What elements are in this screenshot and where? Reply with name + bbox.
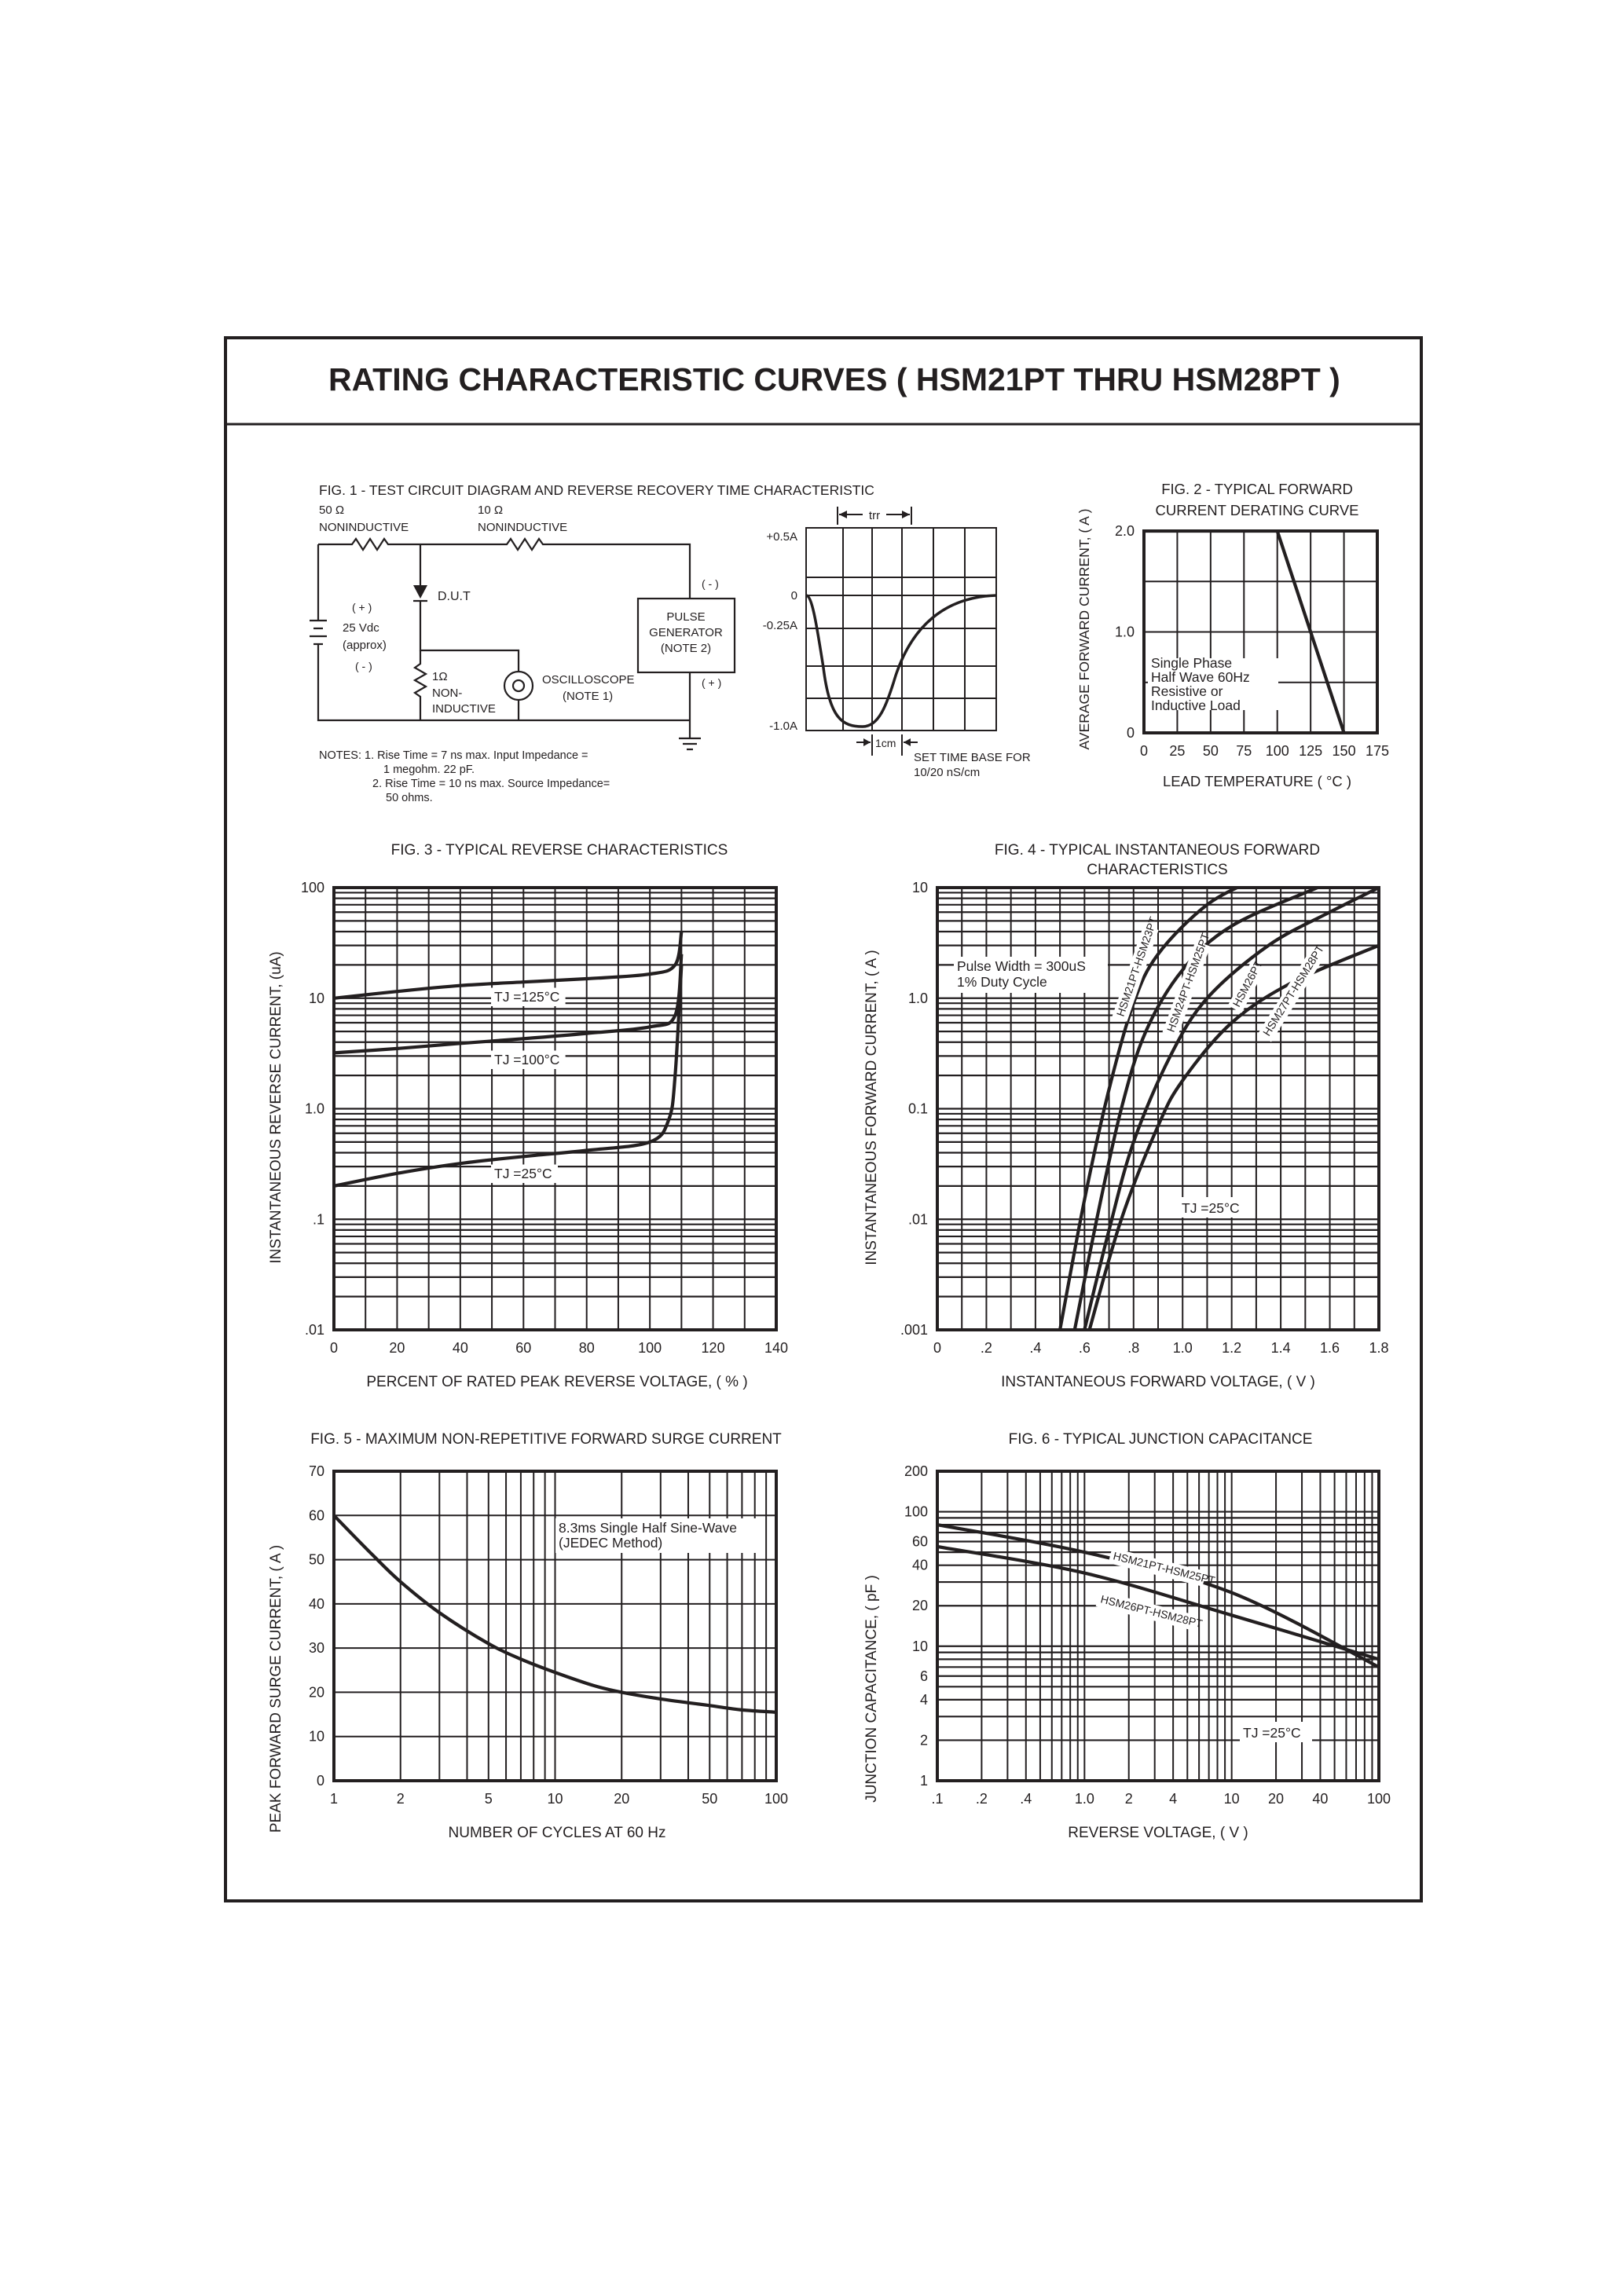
fig6-y-tick-label: 4 bbox=[919, 1691, 928, 1708]
fig3-xlabel: PERCENT OF RATED PEAK REVERSE VOLTAGE, ( % ) bbox=[366, 1374, 748, 1390]
fig4-series bbox=[1060, 879, 1379, 1330]
fig6-x-tick-label: 10 bbox=[1223, 1791, 1240, 1807]
fig5-x-tick-label: 5 bbox=[484, 1791, 493, 1807]
fig1 bbox=[310, 482, 1031, 804]
fig3-x-tick-label: 100 bbox=[638, 1340, 662, 1356]
supply-voltage: 25 Vdc bbox=[343, 621, 379, 635]
r1-value: 1Ω bbox=[432, 670, 448, 683]
fig4-xlabel: INSTANTANEOUS FORWARD VOLTAGE, ( V ) bbox=[1001, 1374, 1315, 1390]
fig5-chart bbox=[268, 1431, 788, 1841]
dut-diode-icon bbox=[413, 585, 427, 599]
fig5-x-tick-label: 20 bbox=[614, 1791, 630, 1807]
fig5-x-tick-label: 1 bbox=[329, 1791, 339, 1807]
one-cm-label: 1cm bbox=[875, 737, 896, 749]
fig3-series-label: TJ =125°C bbox=[494, 989, 560, 1005]
fig3-series-label: TJ =25°C bbox=[494, 1166, 552, 1181]
fig3-x-tick-label: 0 bbox=[329, 1340, 339, 1356]
fig3-x-tick-label: 40 bbox=[452, 1340, 468, 1356]
fig3-grid bbox=[334, 888, 776, 1330]
fig4-x-tick-label: 1.6 bbox=[1320, 1340, 1340, 1356]
fig6-x-tick-label: 20 bbox=[1268, 1791, 1285, 1807]
fig5-ylabel: PEAK FORWARD SURGE CURRENT, ( A ) bbox=[268, 1544, 284, 1833]
fig4-x-tick-label: .2 bbox=[980, 1340, 992, 1356]
fig4-series-label: HSM21PT-HSM23PT bbox=[1113, 914, 1160, 1018]
fig2-annotation-3: Resistive or bbox=[1151, 683, 1223, 699]
fig1-note-2: 1 megohm. 22 pF. bbox=[383, 764, 475, 776]
fig6-y-tick-label: 10 bbox=[911, 1638, 928, 1654]
fig6-x-tick-label: .1 bbox=[931, 1791, 944, 1807]
fig4-x-tick-label: .8 bbox=[1127, 1340, 1140, 1356]
fig6-y-tick-label: 40 bbox=[911, 1557, 928, 1573]
fig5-y-tick-label: 0 bbox=[316, 1773, 324, 1789]
fig4-chart bbox=[863, 842, 1389, 1390]
fig2-annotation-4: Inductive Load bbox=[1151, 698, 1241, 713]
fig5-y-tick-label: 40 bbox=[308, 1595, 324, 1612]
fig3-x-tick-label: 60 bbox=[515, 1340, 532, 1356]
fig5-grid bbox=[334, 1471, 776, 1781]
dut-label: D.U.T bbox=[438, 590, 471, 603]
fig2-chart bbox=[1076, 481, 1389, 789]
fig5-y-tick-label: 50 bbox=[308, 1551, 324, 1568]
supply-approx: (approx) bbox=[343, 639, 387, 652]
fig3-x-tick-label: 80 bbox=[578, 1340, 595, 1356]
fig4-annotation-1: Pulse Width = 300uS bbox=[957, 958, 1086, 974]
rr-waveform bbox=[763, 507, 1031, 779]
fig4-series-label: HSM26PT bbox=[1230, 958, 1265, 1009]
pulse-plus: ( + ) bbox=[702, 676, 722, 689]
fig6-y-tick-label: 60 bbox=[911, 1533, 928, 1550]
fig6-y-tick-label: 200 bbox=[904, 1463, 928, 1479]
page-title: RATING CHARACTERISTIC CURVES ( HSM21PT THRU HSM28PT ) bbox=[328, 361, 1340, 397]
fig2-x-tick-label: 25 bbox=[1169, 743, 1186, 759]
fig5-y-tick-label: 30 bbox=[308, 1640, 324, 1657]
fig5-x-tick-label: 10 bbox=[547, 1791, 563, 1807]
rr-label-minus025: -0.25A bbox=[762, 619, 797, 632]
timebase-label-1: SET TIME BASE FOR bbox=[914, 751, 1031, 764]
fig5-y-tick-label: 20 bbox=[308, 1684, 324, 1701]
rr-label-plus05: +0.5A bbox=[766, 530, 797, 544]
rr-label-zero: 0 bbox=[790, 589, 797, 602]
fig4-y-tick-label: 0.1 bbox=[907, 1100, 928, 1117]
fig5-x-tick-label: 100 bbox=[764, 1791, 789, 1807]
r1-label-1: NON- bbox=[432, 687, 463, 700]
fig6-xlabel: REVERSE VOLTAGE, ( V ) bbox=[1068, 1825, 1248, 1841]
fig3-y-tick-label: 100 bbox=[300, 880, 324, 895]
trr-label: trr bbox=[868, 509, 881, 522]
fig2-y-tick-label: 2.0 bbox=[1114, 523, 1135, 539]
fig6-series-label: HSM26PT-HSM28PT bbox=[1099, 1592, 1204, 1631]
fig5-y-tick-label: 70 bbox=[308, 1463, 324, 1479]
supply-plus: ( + ) bbox=[352, 601, 372, 613]
fig4-x-tick-label: 0 bbox=[933, 1340, 942, 1356]
fig3-y-tick-label: 10 bbox=[308, 990, 324, 1006]
fig4-y-tick-label: 10 bbox=[911, 880, 928, 895]
fig2-ylabel: AVERAGE FORWARD CURRENT, ( A ) bbox=[1076, 508, 1092, 750]
fig6-x-tick-label: .2 bbox=[975, 1791, 988, 1807]
fig4-x-tick-label: 1.0 bbox=[1172, 1340, 1193, 1356]
fig4-x-tick-label: 1.2 bbox=[1222, 1340, 1242, 1356]
fig5-xlabel: NUMBER OF CYCLES AT 60 Hz bbox=[448, 1825, 666, 1841]
fig3-y-tick-label: .1 bbox=[312, 1211, 324, 1228]
fig3-y-tick-label: .01 bbox=[304, 1322, 324, 1338]
fig2-annotation-2: Half Wave 60Hz bbox=[1151, 669, 1250, 685]
fig4-y-tick-label: 1.0 bbox=[907, 990, 928, 1006]
fig6-grid bbox=[937, 1471, 1379, 1781]
rr-label-minus1: -1.0A bbox=[769, 720, 797, 733]
fig3-y-tick-label: 1.0 bbox=[304, 1100, 324, 1117]
pulse-label-3: (NOTE 2) bbox=[660, 642, 712, 655]
fig6-condition: TJ =25°C bbox=[1243, 1725, 1301, 1741]
fig4-y-tick-label: .001 bbox=[900, 1322, 928, 1338]
fig2-annotation-1: Single Phase bbox=[1151, 655, 1233, 671]
pulse-label-1: PULSE bbox=[666, 610, 706, 624]
fig4-x-tick-label: .4 bbox=[1029, 1340, 1042, 1356]
pulse-label-2: GENERATOR bbox=[649, 626, 723, 639]
fig3-x-tick-label: 140 bbox=[764, 1340, 789, 1356]
fig5-x-tick-label: 50 bbox=[702, 1791, 718, 1807]
fig1-note-3: 2. Rise Time = 10 ns max. Source Impedance= bbox=[372, 778, 610, 790]
fig4-condition: TJ =25°C bbox=[1182, 1200, 1240, 1216]
r1-label-2: INDUCTIVE bbox=[432, 702, 496, 716]
supply-minus: ( - ) bbox=[355, 660, 372, 672]
r50-label: NONINDUCTIVE bbox=[319, 521, 409, 534]
fig3-series-label: TJ =100°C bbox=[494, 1052, 560, 1067]
fig6-y-tick-label: 1 bbox=[919, 1773, 928, 1789]
fig2-x-tick-label: 175 bbox=[1365, 743, 1390, 759]
fig2-title-1: FIG. 2 - TYPICAL FORWARD bbox=[1161, 481, 1353, 497]
fig3-chart bbox=[268, 842, 788, 1390]
fig2-x-tick-label: 125 bbox=[1299, 743, 1323, 759]
fig5-annotation-2: (JEDEC Method) bbox=[559, 1535, 663, 1551]
fig6-x-tick-label: 100 bbox=[1366, 1791, 1391, 1807]
fig5-y-tick-label: 10 bbox=[308, 1728, 324, 1745]
fig5-y-tick-label: 60 bbox=[308, 1507, 324, 1524]
fig6-x-tick-label: .4 bbox=[1020, 1791, 1032, 1807]
r10-label: NONINDUCTIVE bbox=[478, 521, 568, 534]
fig1-note-4: 50 ohms. bbox=[386, 792, 433, 804]
fig4-annotation-2: 1% Duty Cycle bbox=[957, 974, 1047, 990]
fig6-chart bbox=[863, 1431, 1391, 1841]
r10-value: 10 Ω bbox=[478, 504, 504, 517]
fig6-x-tick-label: 4 bbox=[1169, 1791, 1178, 1807]
fig6-title: FIG. 6 - TYPICAL JUNCTION CAPACITANCE bbox=[1008, 1431, 1313, 1448]
fig4-title-2: CHARACTERISTICS bbox=[1087, 862, 1228, 878]
fig2-xlabel: LEAD TEMPERATURE ( °C ) bbox=[1162, 773, 1352, 789]
fig4-ylabel: INSTANTANEOUS FORWARD CURRENT, ( A ) bbox=[863, 950, 880, 1265]
fig6-x-tick-label: 40 bbox=[1312, 1791, 1329, 1807]
r50-value: 50 Ω bbox=[319, 504, 345, 517]
fig4-y-tick-label: .01 bbox=[907, 1211, 928, 1228]
oscilloscope-note: (NOTE 1) bbox=[563, 690, 614, 703]
fig2-x-tick-label: 75 bbox=[1236, 743, 1252, 759]
fig2-x-tick-label: 50 bbox=[1202, 743, 1219, 759]
fig6-x-tick-label: 1.0 bbox=[1074, 1791, 1094, 1807]
fig3-ylabel: INSTANTANEOUS REVERSE CURRENT, (uA) bbox=[268, 951, 284, 1264]
fig4-title-1: FIG. 4 - TYPICAL INSTANTANEOUS FORWARD bbox=[994, 842, 1321, 859]
fig4-x-tick-label: 1.4 bbox=[1270, 1340, 1291, 1356]
fig6-x-tick-label: 2 bbox=[1124, 1791, 1133, 1807]
fig4-x-tick-label: .6 bbox=[1078, 1340, 1091, 1356]
fig1-note-1: NOTES: 1. Rise Time = 7 ns max. Input Impedance = bbox=[319, 749, 588, 762]
pulse-minus: ( - ) bbox=[702, 577, 719, 590]
fig3-x-tick-label: 120 bbox=[701, 1340, 725, 1356]
fig2-x-tick-label: 0 bbox=[1139, 743, 1149, 759]
fig1-title: FIG. 1 - TEST CIRCUIT DIAGRAM AND REVERSE RECOVERY TIME CHARACTERISTIC bbox=[319, 482, 874, 498]
oscilloscope-label: OSCILLOSCOPE bbox=[542, 673, 635, 687]
fig6-ylabel: JUNCTION CAPACITANCE, ( pF ) bbox=[863, 1575, 880, 1803]
timebase-label-2: 10/20 nS/cm bbox=[914, 766, 981, 779]
fig2-y-tick-label: 0 bbox=[1126, 725, 1135, 741]
fig6-y-tick-label: 2 bbox=[919, 1732, 928, 1749]
fig4-series-label: HSM24PT-HSM25PT bbox=[1164, 931, 1212, 1034]
fig3-title: FIG. 3 - TYPICAL REVERSE CHARACTERISTICS bbox=[390, 842, 728, 859]
fig2-title-2: CURRENT DERATING CURVE bbox=[1155, 502, 1359, 518]
fig4-series-label: HSM27PT-HSM28PT bbox=[1259, 943, 1327, 1038]
fig3-x-tick-label: 20 bbox=[389, 1340, 405, 1356]
fig5-title: FIG. 5 - MAXIMUM NON-REPETITIVE FORWARD SURGE CURRENT bbox=[310, 1431, 782, 1448]
fig5-annotation-1: 8.3ms Single Half Sine-Wave bbox=[559, 1520, 737, 1536]
rr-waveform-grid bbox=[806, 528, 996, 731]
fig4-x-tick-label: 1.8 bbox=[1369, 1340, 1389, 1356]
fig2-x-tick-label: 100 bbox=[1265, 743, 1289, 759]
fig2-x-tick-label: 150 bbox=[1332, 743, 1356, 759]
fig6-y-tick-label: 100 bbox=[904, 1503, 928, 1520]
fig2-y-tick-label: 1.0 bbox=[1114, 624, 1135, 640]
fig5-x-tick-label: 2 bbox=[396, 1791, 405, 1807]
fig6-y-tick-label: 6 bbox=[919, 1668, 928, 1684]
fig6-series-label: HSM21PT-HSM25PT bbox=[1112, 1549, 1217, 1587]
fig6-y-tick-label: 20 bbox=[911, 1598, 928, 1614]
